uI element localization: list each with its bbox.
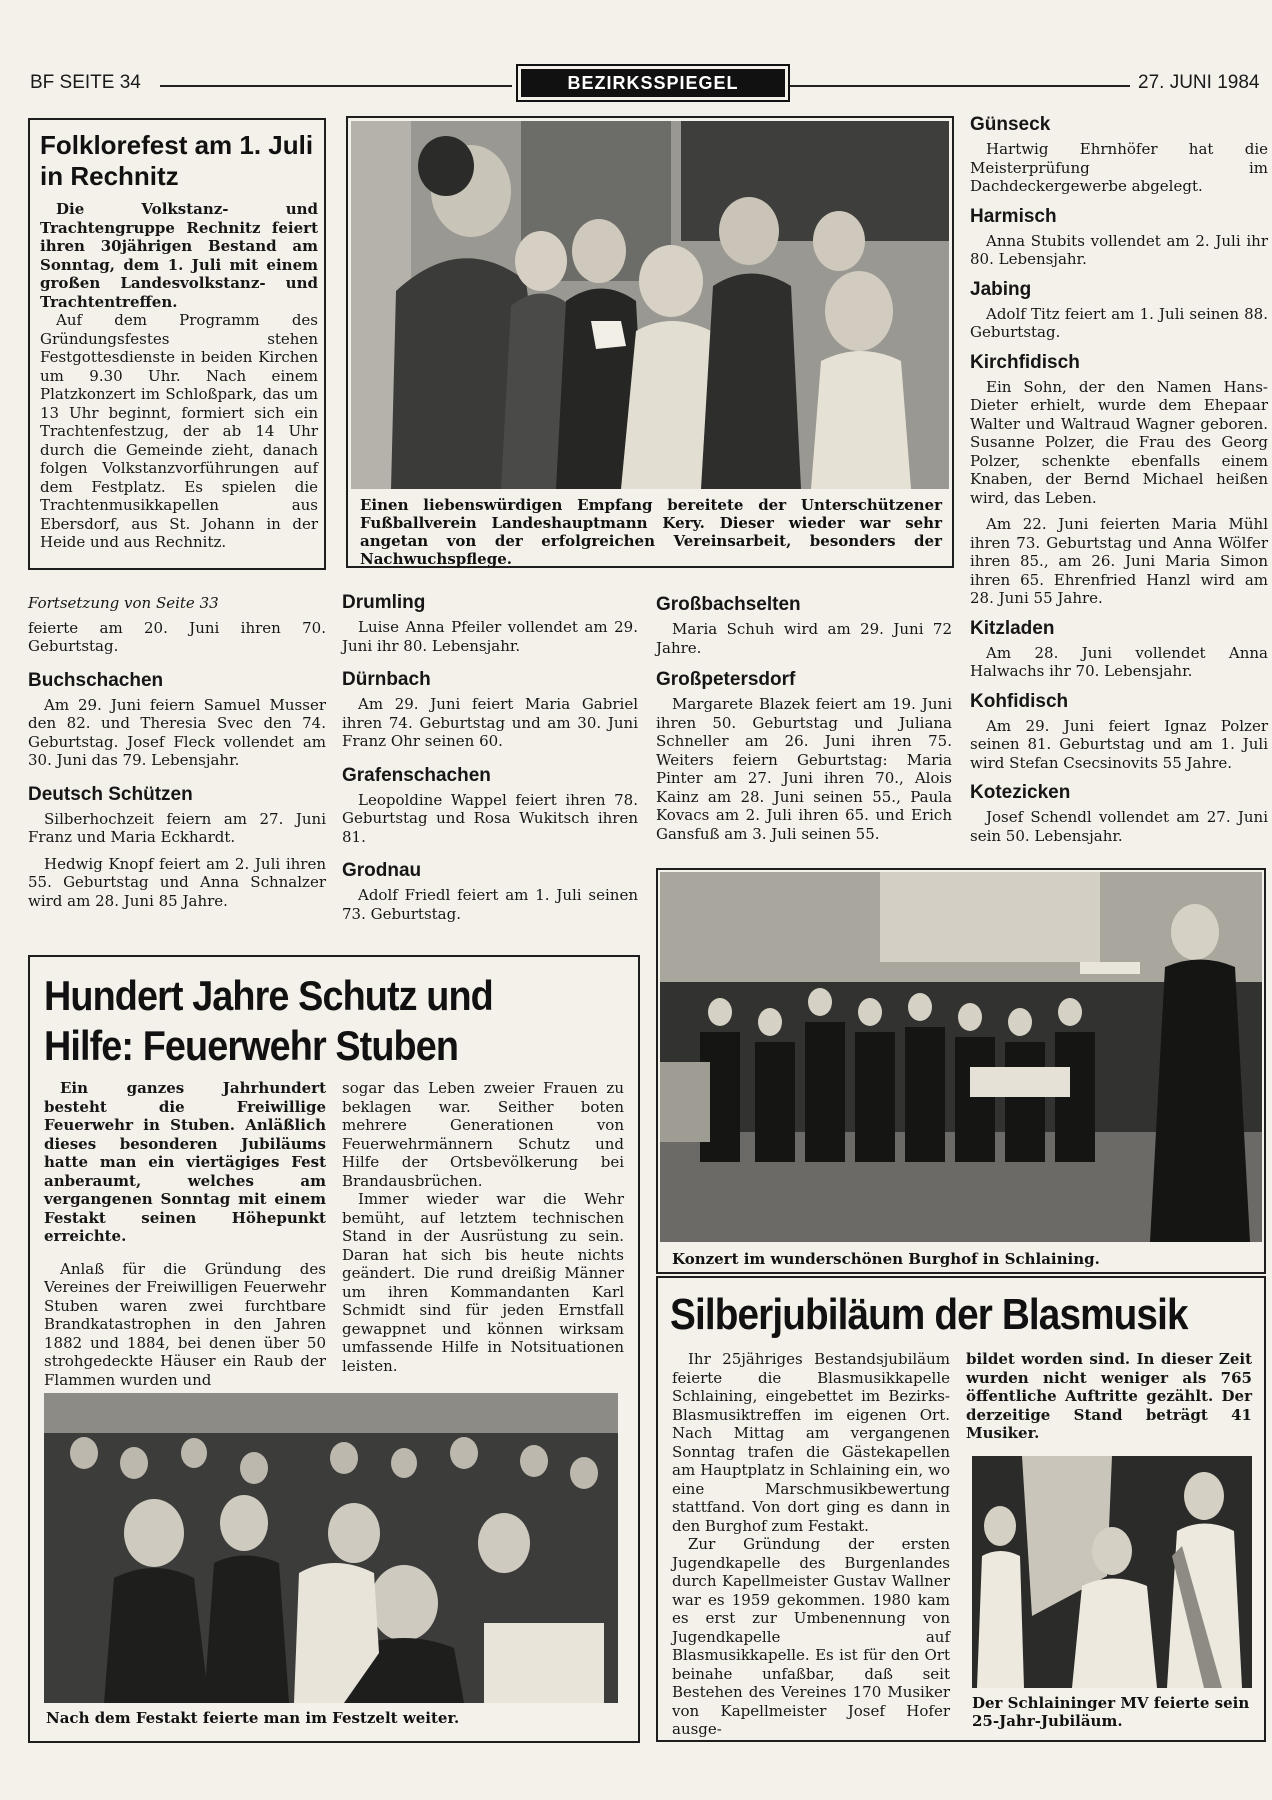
continued-text: feierte am 20. Juni ihren 70. Geburtstag. — [28, 618, 326, 655]
feuerwehr-column-1 — [44, 1079, 326, 1389]
header-rule-left — [160, 85, 512, 87]
konzert-photo — [660, 872, 1262, 1242]
section-masthead: BEZIRKSSPIEGEL — [516, 64, 790, 102]
football-photo-caption: Einen liebenswürdigen Empfang bereitete der Unterschützener Fußballverein Landeshauptmann Kery. Dieser wieder war sehr angetan von der erfolgreichen Vereinsarbeit, besonders der Nachwuchspflege. — [360, 496, 942, 568]
blasmusik-column-2 — [966, 1350, 1252, 1443]
festzelt-photo-image — [44, 1393, 618, 1703]
folklore-text — [40, 200, 318, 552]
town-heading-grosspetersdorf: Großpetersdorf — [656, 669, 796, 690]
continued-note: Fortsetzung von Seite 33 — [28, 594, 219, 612]
town-text-deutsch-schuetzen: Silberhochzeit feiern am 27. Juni Franz und Maria Eckhardt. — [28, 809, 326, 846]
page-label: BF SEITE 34 — [30, 72, 141, 93]
konzert-photo-caption: Konzert im wunderschönen Burghof in Schlaining. — [672, 1250, 1100, 1268]
feuerwehr-title-line2: Hilfe: Feuerwehr Stuben — [44, 1022, 459, 1069]
town-text-deutsch-schuetzen-2: Hedwig Knopf feiert am 2. Juli ihren 55. Geburtstag und Anna Schnalzer wird am 28. Juni 85 Jahre. — [28, 854, 326, 910]
town-text-harmisch: Anna Stubits vollendet am 2. Juli ihr 80. Lebensjahr. — [970, 231, 1268, 268]
town-heading-grafenschachen: Grafenschachen — [342, 764, 491, 786]
feuerwehr-column-2 — [342, 1079, 624, 1375]
town-text-guenseck: Hartwig Ehrnhöfer hat die Meisterprüfung im Dachdeckergewerbe abgelegt. — [970, 140, 1268, 195]
town-text-grossbachselten: Maria Schuh wird am 29. Juni 72 Jahre. — [656, 620, 952, 657]
blasmusik-title: Silberjubiläum der Blasmusik — [670, 1290, 1188, 1339]
town-heading-kohfidisch: Kohfidisch — [970, 690, 1069, 712]
blasmusik-paragraph-2: Zur Gründung der ersten Jugendkapelle des Burgenlandes durch Kapellmeister Gustav Wallner war es 1959 gekommen. 1980 kam es erst zur Umbenennung von Jugendkapelle auf Blasmusikkapelle. Es ist für den Ort beinahe unfaßbar, daß seit Bestehen des Vereines 170 Musiker von Kapellmeister Josef Hofer ausge- — [672, 1535, 950, 1738]
festzelt-photo-caption: Nach dem Festakt feierte man im Festzelt weiter. — [46, 1709, 460, 1727]
football-photo-image — [351, 121, 949, 489]
folklore-lead: Die Volkstanz- und Trachtengruppe Rechnitz feiert ihren 30jährigen Bestand am Sonntag, dem 1. Juli mit einem großen Landesvolkstanz- und Trachtentreffen. — [40, 200, 318, 311]
town-heading-grodnau: Grodnau — [342, 860, 422, 881]
feuerwehr-article — [28, 955, 640, 1743]
town-text-kohfidisch: Am 29. Juni feiert Ignaz Polzer seinen 81. Geburtstag und am 1. Juli wird Stefan Csecsinovits 55 Jahre. — [970, 716, 1268, 772]
blasmusik-paragraph-3: bildet worden sind. In dieser Zeit wurden nicht weniger als 765 öffentliche Auftritte gezählt. Der derzeitige Stand beträgt 41 Musiker. — [966, 1350, 1252, 1442]
town-text-kitzladen: Am 28. Juni vollendet Anna Halwachs ihr 70. Lebensjahr. — [970, 643, 1268, 680]
town-text-jabing: Adolf Titz feiert am 1. Juli seinen 88. Geburtstag. — [970, 304, 1268, 341]
town-heading-kotezicken: Kotezicken — [970, 782, 1071, 803]
header-rule-right — [790, 85, 1130, 87]
town-heading-grossbachselten: Großbachselten — [656, 594, 801, 615]
feuerwehr-paragraph-1: Anlaß für die Gründung des Vereines der Freiwilligen Feuerwehr Stuben waren zwei furchtbare Brandkatastrophen in den Jahren 1882 und 1884, bei denen über 50 strohgedeckte Häuser ein Raub der Flammen wurden und — [44, 1259, 326, 1389]
town-text-kotezicken: Josef Schendl vollendet am 27. Juni sein 50. Lebensjahr. — [970, 808, 1268, 845]
column-news-2 — [342, 592, 638, 923]
feuerwehr-paragraph-2: sogar das Leben zweier Frauen zu beklagen war. Seither boten mehrere Generationen von Feuerwehrmännern Schutz und Hilfe der Ortsbevölkerung bei Brandausbrüchen. — [342, 1079, 624, 1190]
town-heading-drumling: Drumling — [342, 592, 426, 613]
feuerwehr-lead: Ein ganzes Jahrhundert besteht die Freiwillige Feuerwehr in Stuben. Anläßlich dieses besonderen Jubiläums hatte man ein viertägiges Fest anberaumt, welches am vergangenen Sonntag mit einem Festakt seinen Höhepunkt erreichte. — [44, 1079, 326, 1245]
blasmusik-paragraph-1: Ihr 25jähriges Bestandsjubiläum feierte die Blasmusikkapelle Schlaining, eingebettet im Bezirks-Blasmusiktreffen im eigenen Ort. Nach Mittag am vergangenen Sonntag trafen die Gästekapellen am Hauptplatz in Schlaining ein, wo eine Marschmusikbewertung stattfand. Von dort ging es dann in den Burghof zum Festakt. — [672, 1350, 950, 1535]
jubilaeum-photo-caption: Der Schlaininger MV feierte sein 25-Jahr-Jubiläum. — [972, 1694, 1250, 1730]
feuerwehr-paragraph-3: Immer wieder war die Wehr bemüht, auf letztem technischen Stand in der Ausrüstung zu sein. Daran hat sich bis heute nichts geändert. Die rund dreißig Männer um ihren Kommandanten Karl Schmidt sind für jeden Ernstfall gewappnet und können wirksam umfassende Hilfe in Notsituationen leisten. — [342, 1190, 624, 1375]
town-text-kirchfidisch-2: Am 22. Juni feierten Maria Mühl ihren 73. Geburtstag und Anna Wölfer ihren 85., am 26. Juni Maria Simon ihren 65. Ehrenfried Hanzl wird am 28. Juni 55 Jahre. — [970, 515, 1268, 607]
town-text-buchschachen: Am 29. Juni feiern Samuel Musser den 82. und Theresia Svec den 74. Geburtstag. Josef Fleck vollendet am 30. Juni das 79. Lebensjahr. — [28, 695, 326, 769]
town-text-grosspetersdorf: Margarete Blazek feiert am 19. Juni ihren 50. Geburtstag und Juliana Schneller am 26. Juni ihren 75. Weiters feiern Geburtstag: Maria Pinter am 27. Juni ihren 70., Alois Kainz am 28. Juni seinen 55., Paula Kovacs am 2. Juli ihren 65. und Erich Gansfuß am 3. Juli seinen 55. — [656, 695, 952, 843]
town-text-kirchfidisch: Ein Sohn, der den Namen Hans-Dieter erhielt, wurde dem Ehepaar Walter und Waltraud Wagner geboren. Susanne Polzer, die Frau des Georg Polzer, schenkte ebenfalls einem Knaben, der Bernd Michael heißen wird, das Leben. — [970, 377, 1268, 507]
column-news-3 — [656, 594, 952, 843]
town-heading-buchschachen: Buchschachen — [28, 669, 164, 691]
town-heading-guenseck: Günseck — [970, 114, 1051, 135]
festzelt-photo — [44, 1393, 618, 1703]
town-heading-kirchfidisch: Kirchfidisch — [970, 351, 1080, 373]
issue-date: 27. JUNI 1984 — [1138, 72, 1260, 93]
blasmusik-article — [656, 1276, 1266, 1742]
town-text-duernbach: Am 29. Juni feiert Maria Gabriel ihren 74. Geburtstag und am 30. Juni Franz Ohr seinen 60. — [342, 695, 638, 750]
right-column-news — [970, 114, 1268, 845]
folklore-body: Auf dem Programm des Gründungsfestes stehen Festgottesdienste in beiden Kirchen um 9.30 Uhr. Nach einem Platzkonzert im Schloßpark, das um 13 Uhr beginnt, formiert sich ein Trachtenfestzug, der ab 14 Uhr durch die Gemeinde zieht, danach folgen Volkstanzvorführungen auf dem Festplatz. Es spielen die Trachtenmusikkapellen aus Ebersdorf, aus St. Johann in der Heide und aus Rechnitz. — [40, 311, 318, 551]
konzert-photo-frame — [656, 868, 1266, 1274]
town-heading-deutsch-schuetzen: Deutsch Schützen — [28, 783, 193, 805]
folklore-title: Folklorefest am 1. Juli in Rechnitz — [40, 130, 314, 191]
town-text-grodnau: Adolf Friedl feiert am 1. Juli seinen 73. Geburtstag. — [342, 886, 638, 923]
feuerwehr-title-line1: Hundert Jahre Schutz und — [44, 972, 493, 1019]
town-text-drumling: Luise Anna Pfeiler vollendet am 29. Juni ihr 80. Lebensjahr. — [342, 618, 638, 655]
column-news-1 — [28, 594, 326, 910]
football-photo — [351, 121, 949, 489]
town-text-grafenschachen: Leopoldine Wappel feiert ihren 78. Geburtstag und Rosa Wukitsch ihren 81. — [342, 790, 638, 846]
town-heading-kitzladen: Kitzladen — [970, 617, 1055, 639]
konzert-photo-image — [660, 872, 1262, 1242]
folklore-article — [28, 118, 326, 570]
town-heading-jabing: Jabing — [970, 278, 1032, 300]
town-heading-duernbach: Dürnbach — [342, 669, 431, 690]
football-photo-frame — [346, 116, 954, 568]
blasmusik-column-1 — [672, 1350, 950, 1739]
jubilaeum-photo — [972, 1456, 1252, 1688]
town-heading-harmisch: Harmisch — [970, 205, 1057, 227]
jubilaeum-photo-image — [972, 1456, 1252, 1688]
